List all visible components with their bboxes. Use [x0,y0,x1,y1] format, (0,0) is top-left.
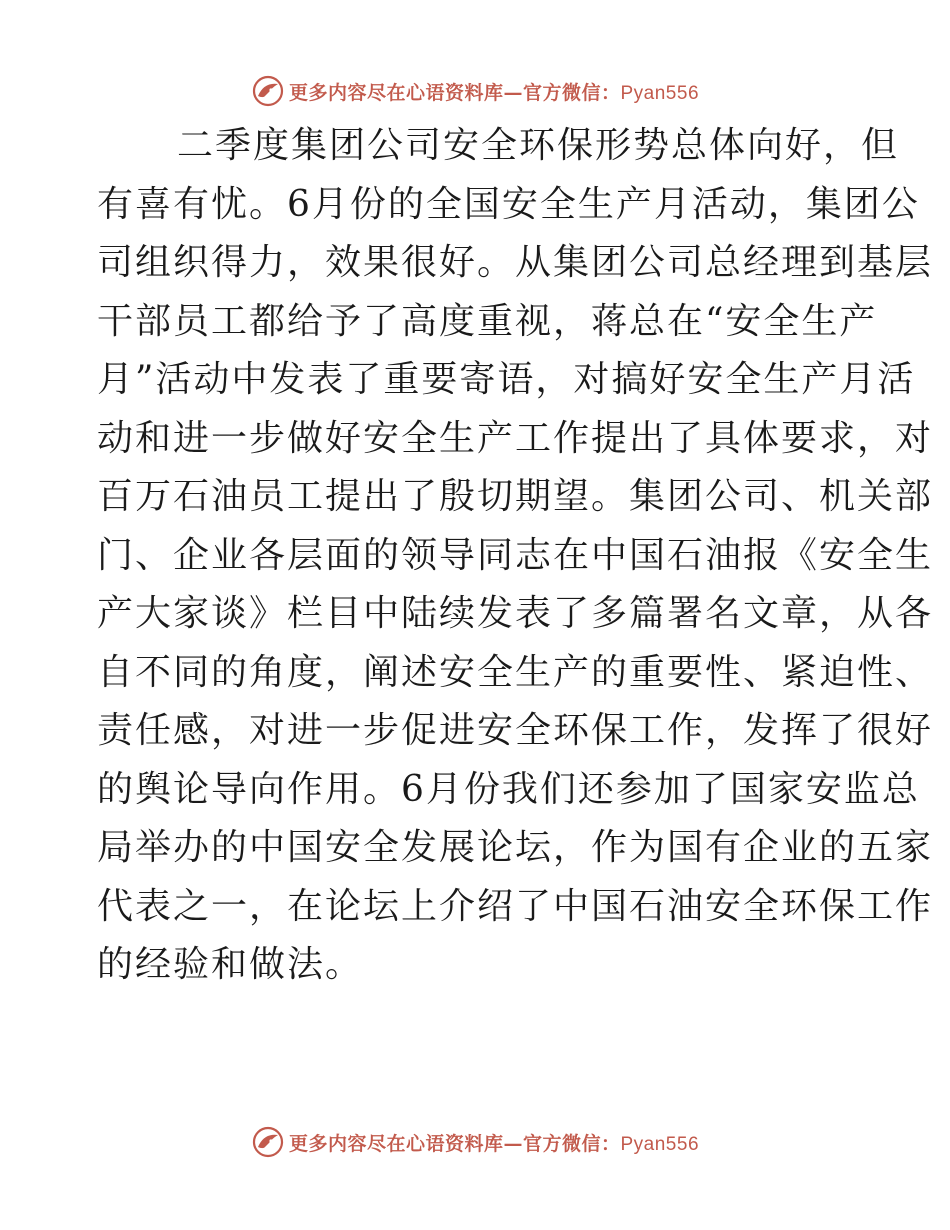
paragraph-line: 门、企业各层面的领导同志在中国石油报《安全生 [97,534,934,576]
paragraph-line: 局举办的中国安全发展论坛，作为国有企业的五家 [97,827,934,868]
paragraph-line: 自不同的角度，阐述安全生产的重要性、紧迫性、 [97,651,934,693]
paragraph-line: 月”活动中发表了重要寄语，对搞好安全生产月活 [97,359,916,400]
paragraph-line: 产大家谈》栏目中陆续发表了多篇署名文章，从各 [97,593,934,634]
document-body [97,117,934,995]
paragraph-line: 百万石油员工提出了殷切期望。集团公司、机关部 [97,476,934,517]
paragraph-line: 代表之一，在论坛上介绍了中国石油安全环保工作 [97,885,934,927]
paragraph-line: 有喜有忧。6月份的全国安全生产月活动，集团公 [97,183,920,225]
paragraph-line: 干部员工都给予了高度重视，蒋总在“安全生产 [97,300,878,342]
paragraph-line: 的舆论导向作用。6月份我们还参加了国家安监总 [97,768,920,810]
footer-watermark-banner [0,1122,950,1162]
paragraph-line: 司组织得力，效果很好。从集团公司总经理到基层 [97,242,934,283]
banner-text: 更多内容尽在心语资料库—官方微信：Pyan556 [288,1132,700,1155]
pen-nib-logo-icon [251,74,285,108]
paragraph-line: 的经验和做法。 [97,944,364,985]
paragraph-line: 责任感，对进一步促进安全环保工作，发挥了很好 [97,710,934,751]
header-watermark-banner [0,71,950,111]
banner-text: 更多内容尽在心语资料库—官方微信：Pyan556 [288,81,700,104]
pen-nib-logo-icon [251,1125,285,1159]
paragraph-line: 二季度集团公司安全环保形势总体向好，但 [177,125,900,166]
paragraph-line: 动和进一步做好安全生产工作提出了具体要求，对 [97,417,934,459]
